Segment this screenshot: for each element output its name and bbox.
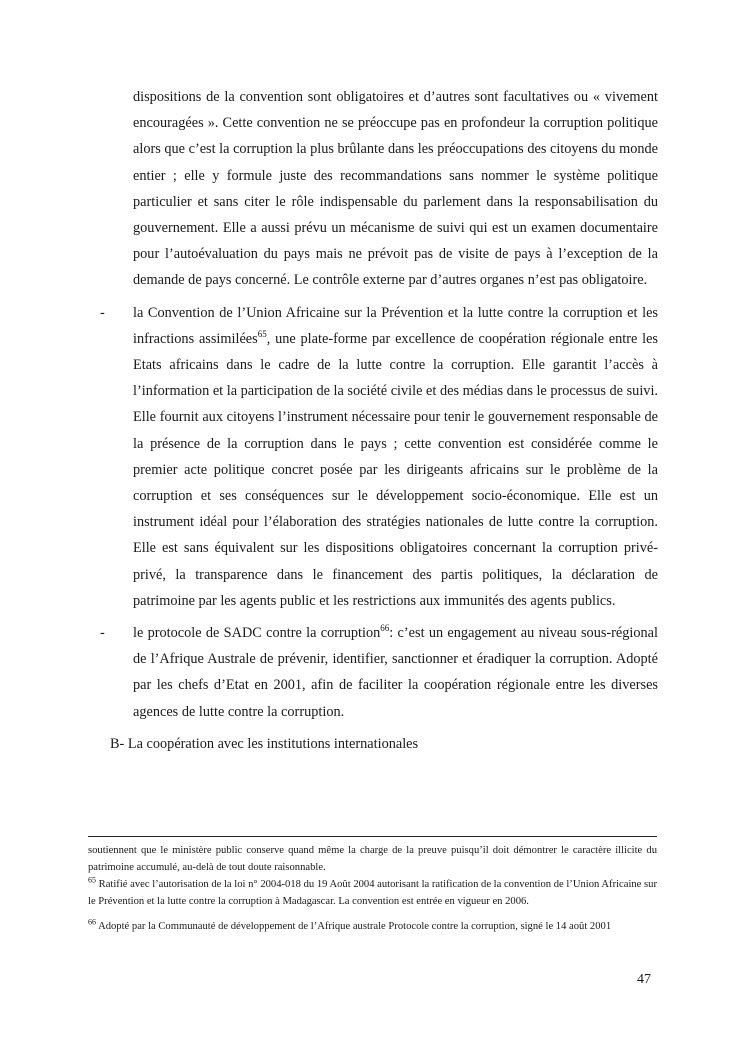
footnote-ref-65[interactable]: 65 bbox=[257, 329, 267, 340]
footnote-ref-66[interactable]: 66 bbox=[380, 623, 390, 634]
main-text bbox=[88, 84, 658, 757]
footnote-66-number: 66 bbox=[88, 917, 96, 927]
bullet-dash: - bbox=[100, 304, 105, 321]
list-item-sadc-protocol bbox=[88, 620, 658, 725]
sadc-protocol-text-start: le protocole de SADC contre la corruption bbox=[133, 625, 381, 642]
footnote-66 bbox=[88, 918, 657, 935]
footnote-65 bbox=[88, 876, 657, 910]
footnote-continuation: soutiennent que le ministère public conserve quand même la charge de la preuve puisqu’il doit démontrer le caractère illicite du patrimoine accumulé, au-delà de tout doute raisonnable. bbox=[88, 845, 657, 873]
page-number: 47 bbox=[637, 972, 651, 987]
au-convention-text-start: la Convention de l’Union Africaine sur la Prévention et la lutte contre la corruption et les infractions assimilées bbox=[133, 304, 658, 347]
footnote-65-number: 65 bbox=[88, 875, 96, 885]
au-convention-text-end: , une plate-forme par excellence de coopération régionale entre les Etats africains dans le cadre de la lutte contre la corruption. Elle garantit l’accès à l’information et la participation de la société civile et des médias dans le processus de suivi. Elle fournit aux citoyens l’instrument nécessaire pour tenir le gouvernement responsable de la présence de la corruption dans le pays ; cette convention est considérée comme le premier acte politique concret posée par les dirigeants africains sur le problème de la corruption et ses conséquences sur le développement socio-économique. Elle est un instrument idéal pour l’élaboration des stratégies nationales de lutte contre la corruption. Elle est sans équivalent sur les dispositions obligatoires concernant la corruption privé-privé, la transparence dans le financement des partis politiques, la déclaration de patrimoine par les agents public et les restrictions aux immunités des agents publics. bbox=[133, 330, 659, 609]
sadc-protocol-text-end: : c’est un engagement au niveau sous-régional de l’Afrique Australe de prévenir, identifier, sanctionner et éradiquer la corruption. Adopté par les chefs d’Etat en 2001, afin de faciliter la coopération régionale entre les diverses agences de lutte contre la corruption. bbox=[133, 625, 659, 720]
footnote-65-text: Ratifié avec l’autorisation de la loi n° 2004-018 du 19 Août 2004 autorisant la ratification de la convention de l’Union Africaine sur le Prévention et la lutte contre la corruption à Madagascar. La convention est entrée en vigueur en 2006. bbox=[88, 879, 657, 907]
section-heading-b: B- La coopération avec les institutions internationales bbox=[110, 735, 419, 752]
bullet-dash: - bbox=[100, 625, 105, 642]
footnote-66-text: Adopté par la Communauté de développement de l’Afrique australe Protocole contre la corruption, signé le 14 août 2001 bbox=[96, 921, 612, 932]
footnotes bbox=[88, 842, 657, 935]
paragraph-convention-continuation: dispositions de la convention sont obligatoires et d’autres sont facultatives ou « vivement encouragées ». Cette convention ne se préoccupe pas en profondeur la corruption politique alors que c’est la corruption la plus brûlante dans les préoccupations des citoyens du monde entier ; elle y formule juste des recommandations sans nommer le système politique particulier et sans citer le rôle indispensable du parlement dans la responsabilisation du gouvernement. Elle a aussi prévu un mécanisme de suivi qui est un examen documentaire pour l’autoévaluation du pays mais ne prévoit pas de visite de pays à l’exception de la demande de pays concerné. Le contrôle externe par d’autres organes n’est pas obligatoire. bbox=[133, 89, 658, 289]
list-item-au-convention bbox=[88, 300, 658, 614]
footnote-separator bbox=[88, 836, 657, 837]
